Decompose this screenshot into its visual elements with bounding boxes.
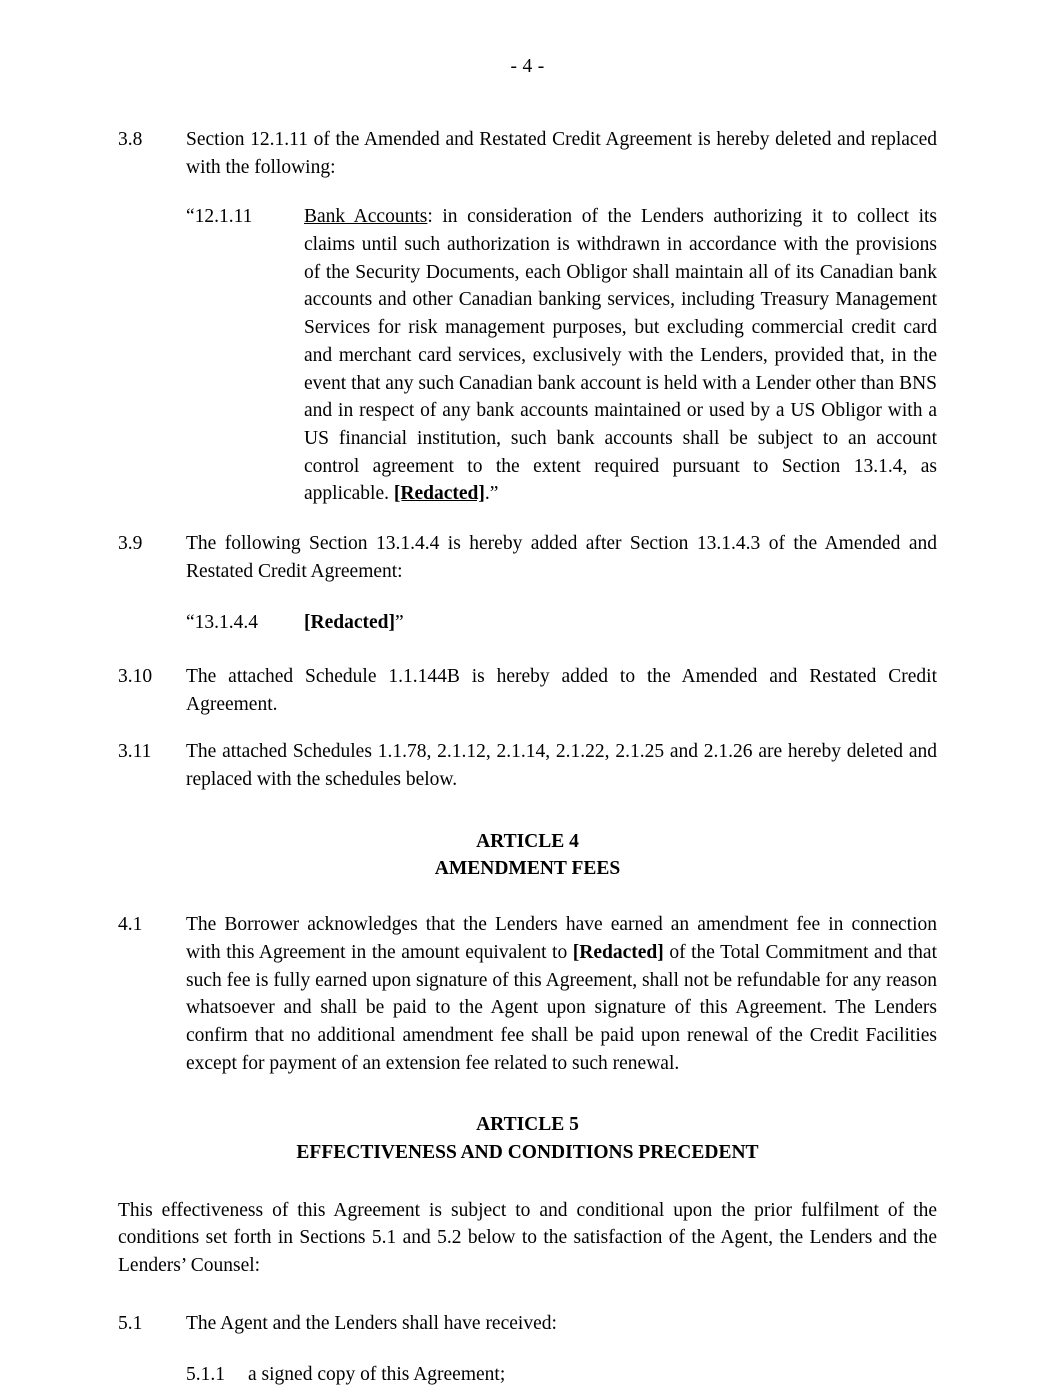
clause-number: 3.9: [118, 532, 143, 554]
clause-text: The attached Schedules 1.1.78, 2.1.12, 2.1.14, 2.1.22, 2.1.25 and 2.1.26 are hereby deleted and replaced with the schedules below.: [186, 741, 937, 791]
clause-number: 4.1: [118, 914, 143, 936]
clause-3-11: [118, 738, 937, 793]
article-4-heading: [118, 828, 937, 883]
quoted-section-number: “12.1.11: [186, 206, 253, 228]
quoted-section-text: [304, 609, 404, 637]
sub-clause-text: a signed copy of this Agreement;: [248, 1364, 506, 1386]
quoted-section-12-1-11: [186, 203, 937, 508]
clause-text: [186, 911, 937, 1077]
quoted-closing-quote: ”: [394, 612, 404, 634]
quoted-body-part-2: .”: [484, 483, 499, 505]
page-number: - 4 -: [510, 56, 545, 77]
quoted-section-number: “13.1.4.4: [186, 612, 259, 634]
clause-3-10: [118, 663, 937, 718]
clause-number: 5.1: [118, 1312, 143, 1334]
redacted-marker: [Redacted]: [572, 941, 664, 963]
quoted-body-part-1: : in consideration of the Lenders authorizing it to collect its claims until such authorization is withdrawn in accordance with the provisions of the Security Documents, each Obligor shall maintain all of its Canadian bank accounts and other Canadian banking services, including Treasury Management Services for risk management purposes, but excluding commercial credit card and merchant card services, exclusively with the Lenders, provided that, in the event that any such Canadian bank account is held with a Lender other than BNS and in respect of any bank accounts maintained or used by a US Obligor with a US financial institution, such bank accounts shall be subject to an account control agreement to the extent required pursuant to Section 13.1.4, as applicable.: [304, 206, 938, 505]
clause-4-1: [118, 911, 937, 1077]
clause-text: Section 12.1.11 of the Amended and Restated Credit Agreement is hereby deleted and replaced with the following:: [186, 129, 937, 178]
article-4-title: AMENDMENT FEES: [434, 858, 621, 880]
sub-clause-number: 5.1.1: [186, 1364, 225, 1386]
clause-3-8: [118, 126, 937, 181]
clause-3-9: [118, 530, 937, 585]
clause-text: The attached Schedule 1.1.144B is hereby added to the Amended and Restated Credit Agreement.: [186, 666, 937, 715]
clause-text: The following Section 13.1.4.4 is hereby added after Section 13.1.4.3 of the Amended and Restated Credit Agreement:: [186, 532, 937, 582]
clause-text: The Agent and the Lenders shall have received:: [186, 1312, 557, 1334]
clause-number: 3.8: [118, 129, 143, 150]
clause-number: 3.11: [118, 741, 152, 763]
article-5-heading: [118, 1111, 937, 1166]
clause-text-part-1: The Borrower acknowledges that the Lenders have earned an amendment fee in connection with this Agreement in the amount equivalent to: [186, 914, 937, 963]
redacted-marker: [Redacted]: [304, 612, 395, 634]
article-5-intro-paragraph: This effectiveness of this Agreement is subject to and conditional upon the prior fulfilment of the conditions set forth in Sections 5.1 and 5.2 below to the satisfaction of the Agent, the Lenders and the Lenders’ Counsel:: [118, 1199, 937, 1276]
quoted-section-13-1-4-4: [186, 609, 937, 637]
quoted-section-text: [304, 203, 937, 508]
article-5-number: ARTICLE 5: [476, 1114, 579, 1136]
redacted-marker: [Redacted]: [393, 483, 485, 505]
clause-text-part-2: of the Total Commitment and that such fee is fully earned upon signature of this Agreement, shall not be refundable for any reason whatsoever and shall be paid to the Agent upon signature of this Agreement. The Lenders confirm that no additional amendment fee shall be paid upon renewal of the Credit Facilities except for payment of an extension fee related to such renewal.: [186, 941, 937, 1074]
article-5-title: EFFECTIVENESS AND CONDITIONS PRECEDENT: [296, 1141, 759, 1163]
sub-clause-5-1-1: [186, 1361, 937, 1389]
clause-5-1: [118, 1310, 937, 1338]
clause-number: 3.10: [118, 666, 153, 687]
article-4-number: ARTICLE 4: [476, 830, 579, 852]
defined-term-bank-accounts: Bank Accounts: [304, 206, 428, 228]
